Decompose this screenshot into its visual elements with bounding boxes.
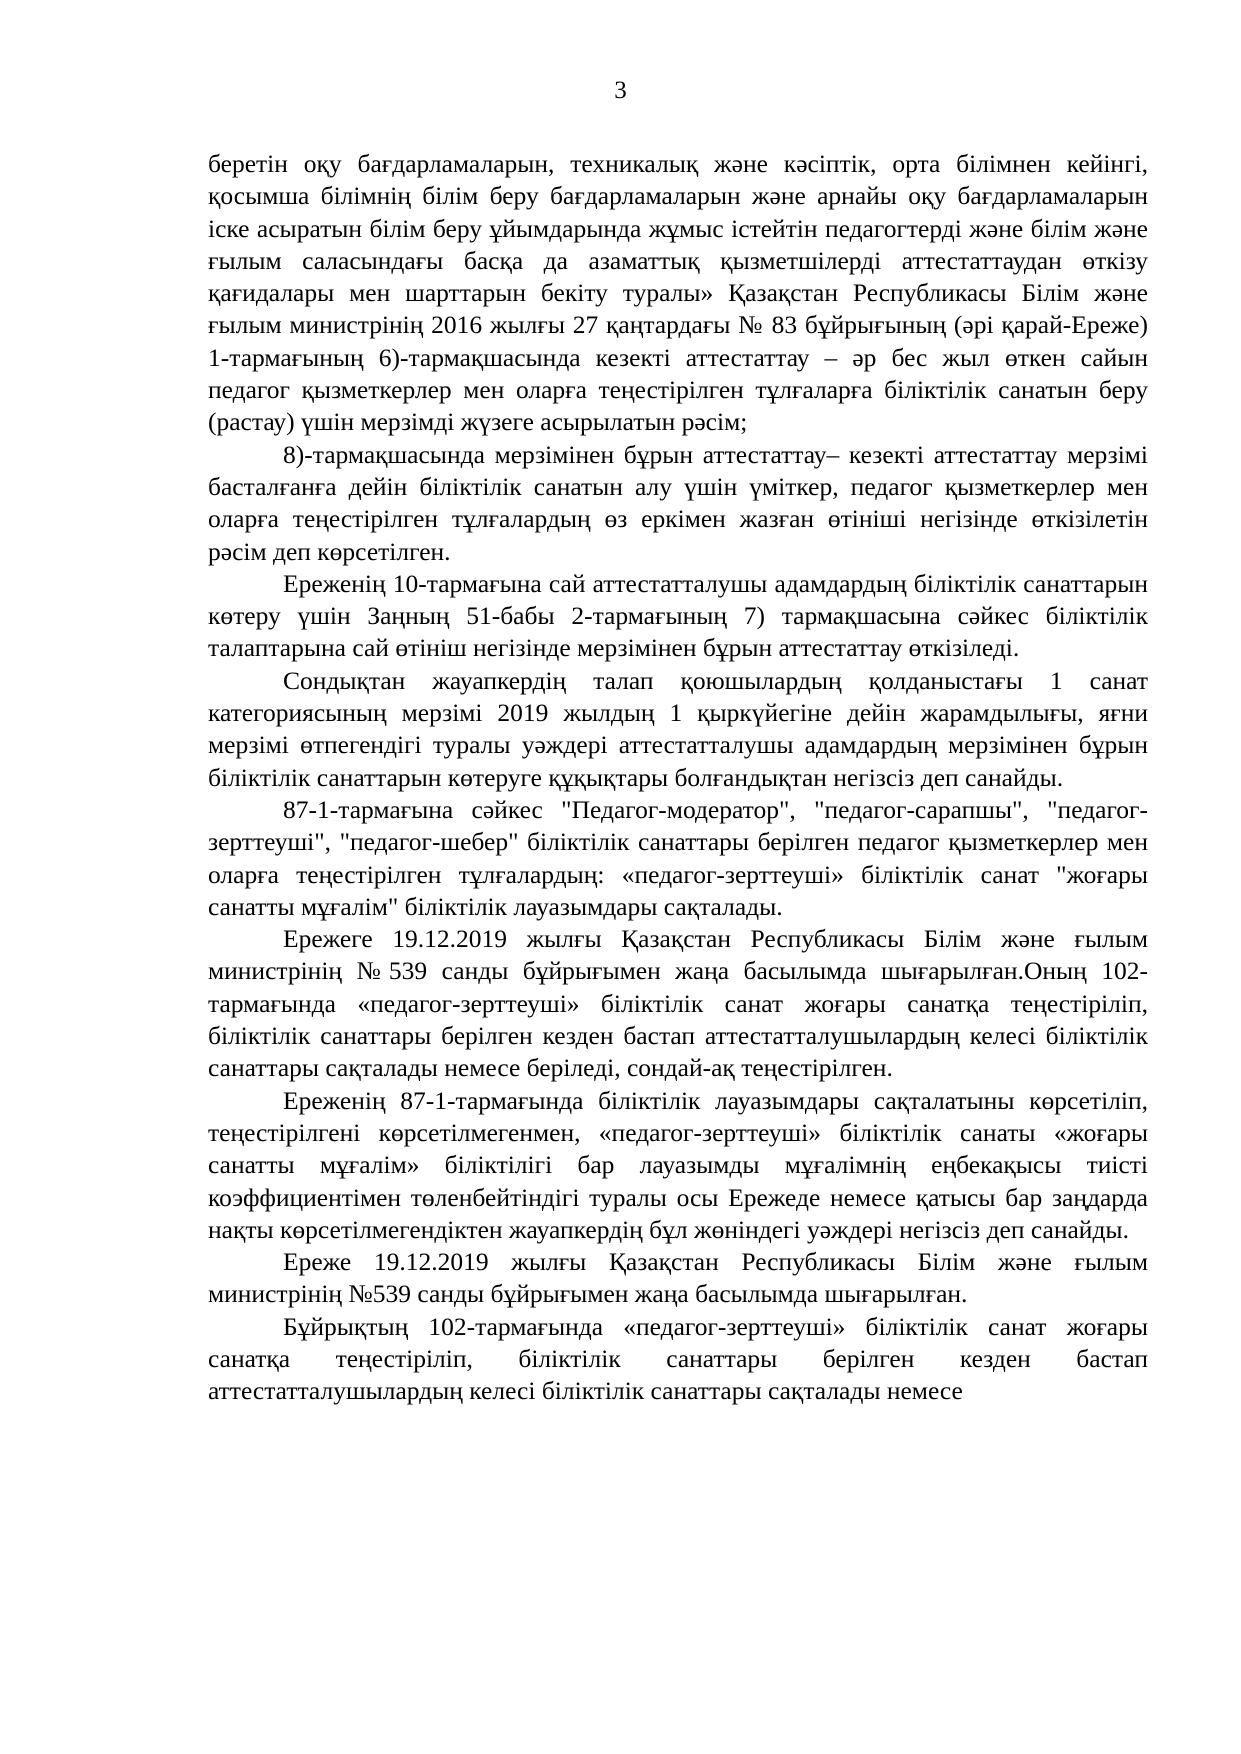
paragraph-3: Ереженің 10-тармағына сай аттестатталушы адамдардың біліктілік санаттарын көтеру үшін Заңның 51-бабы 2-тармағының 7) тармақшасына сәйкес біліктілік талаптарына сай өтініш негізінде мерзімінен бұрын аттестаттау өткізіледі. — [208, 568, 1148, 663]
paragraph-7: Ереженің 87-1-тармағында біліктілік лауазымдары сақталатыны көрсетіліп, теңестірілгені көрсетілмегенмен, «педагог-зерттеуші» біліктілік санаты «жоғары санатты мұғалім» біліктілігі бар лауазымды мұғалімнің еңбекақысы тиісті коэффициентімен төленбейтіндігі туралы осы Ережеде немесе қатысы бар заңдарда нақты көрсетілмегендіктен жауапкердің бұл жөніндегі уәждері негізсіз деп санайды. — [208, 1085, 1148, 1244]
paragraph-2: 8)-тармақшасында мерзімінен бұрын аттестаттау– кезекті аттестаттау мерзімі басталғанға дейін біліктілік санатын алу үшін үміткер, педагог қызметкерлер мен оларға теңестірілген тұлғалардың өз еркімен жазған өтініші негізінде өткізілетін рәсім деп көрсетілген. — [208, 439, 1148, 566]
paragraph-5: 87-1-тармағына сәйкес "Педагог-модератор", "педагог-сарапшы", "педагог-зерттеуші", "педагог-шебер" біліктілік санаттары берілген педагог қызметкерлер мен оларға теңестірілген тұлғалардың: «педагог-зерттеуші» біліктілік санат "жоғары санатты мұғалім" біліктілік лауазымдары сақталады. — [208, 794, 1148, 921]
paragraph-9: Бұйрықтың 102-тармағында «педагог-зерттеуші» біліктілік санат жоғары санатқа теңестіріліп, біліктілік санаттары берілген кезден бастап аттестатталушылардың келесі біліктілік санаттары сақталады немесе — [208, 1311, 1148, 1406]
document-body — [208, 148, 1148, 1408]
paragraph-8: Ереже 19.12.2019 жылғы Қазақстан Республикасы Білім және ғылым министрінің №539 санды бұйрығымен жаңа басылымда шығарылған. — [208, 1247, 1148, 1309]
paragraph-6: Ережеге 19.12.2019 жылғы Қазақстан Республикасы Білім және ғылым министрінің №539 санды бұйрығымен жаңа басылымда шығарылған.Оның 102-тармағында «педагог-зерттеуші» біліктілік санат жоғары санатқа теңестіріліп, біліктілік санаттары берілген кезден бастап аттестатталушылардың келесі біліктілік санаттары сақталады немесе беріледі, сондай-ақ теңестірілген. — [208, 924, 1148, 1083]
page-number: 3 — [614, 77, 627, 104]
paragraph-4: Сондықтан жауапкердің талап қоюшылардың қолданыстағы 1 санат категориясының мерзімі 2019 жылдың 1 қыркүйегіне дейін жарамдылығы, яғни мерзімі өтпегендігі туралы уәждері аттестатталушы адамдардың мерзімінен бұрын біліктілік санаттарын көтеруге құқықтары болғандықтан негізсіз деп санайды. — [208, 665, 1148, 792]
paragraph-1: беретін оқу бағдарламаларын, техникалық және кәсіптік, орта білімнен кейінгі, қосымша білімнің білім беру бағдарламаларын және арнайы оқу бағдарламаларын іске асыратын білім беру ұйымдарында жұмыс істейтін педагогтерді және білім және ғылым саласындағы басқа да азаматтық қызметшілерді аттестаттаудан өткізу қағидалары мен шарттарын бекіту туралы» Қазақстан Республикасы Білім және ғылым министрінің 2016 жылғы 27 қаңтардағы № 83 бұйрығының (әрі қарай-Ереже) 1-тармағының 6)-тармақшасында кезекті аттестаттау – әр бес жыл өткен сайын педагог қызметкерлер мен оларға теңестірілген тұлғаларға біліктілік санатын беру (растау) үшін мерзімді жүзеге асырылатын рәсім; — [208, 149, 1148, 437]
